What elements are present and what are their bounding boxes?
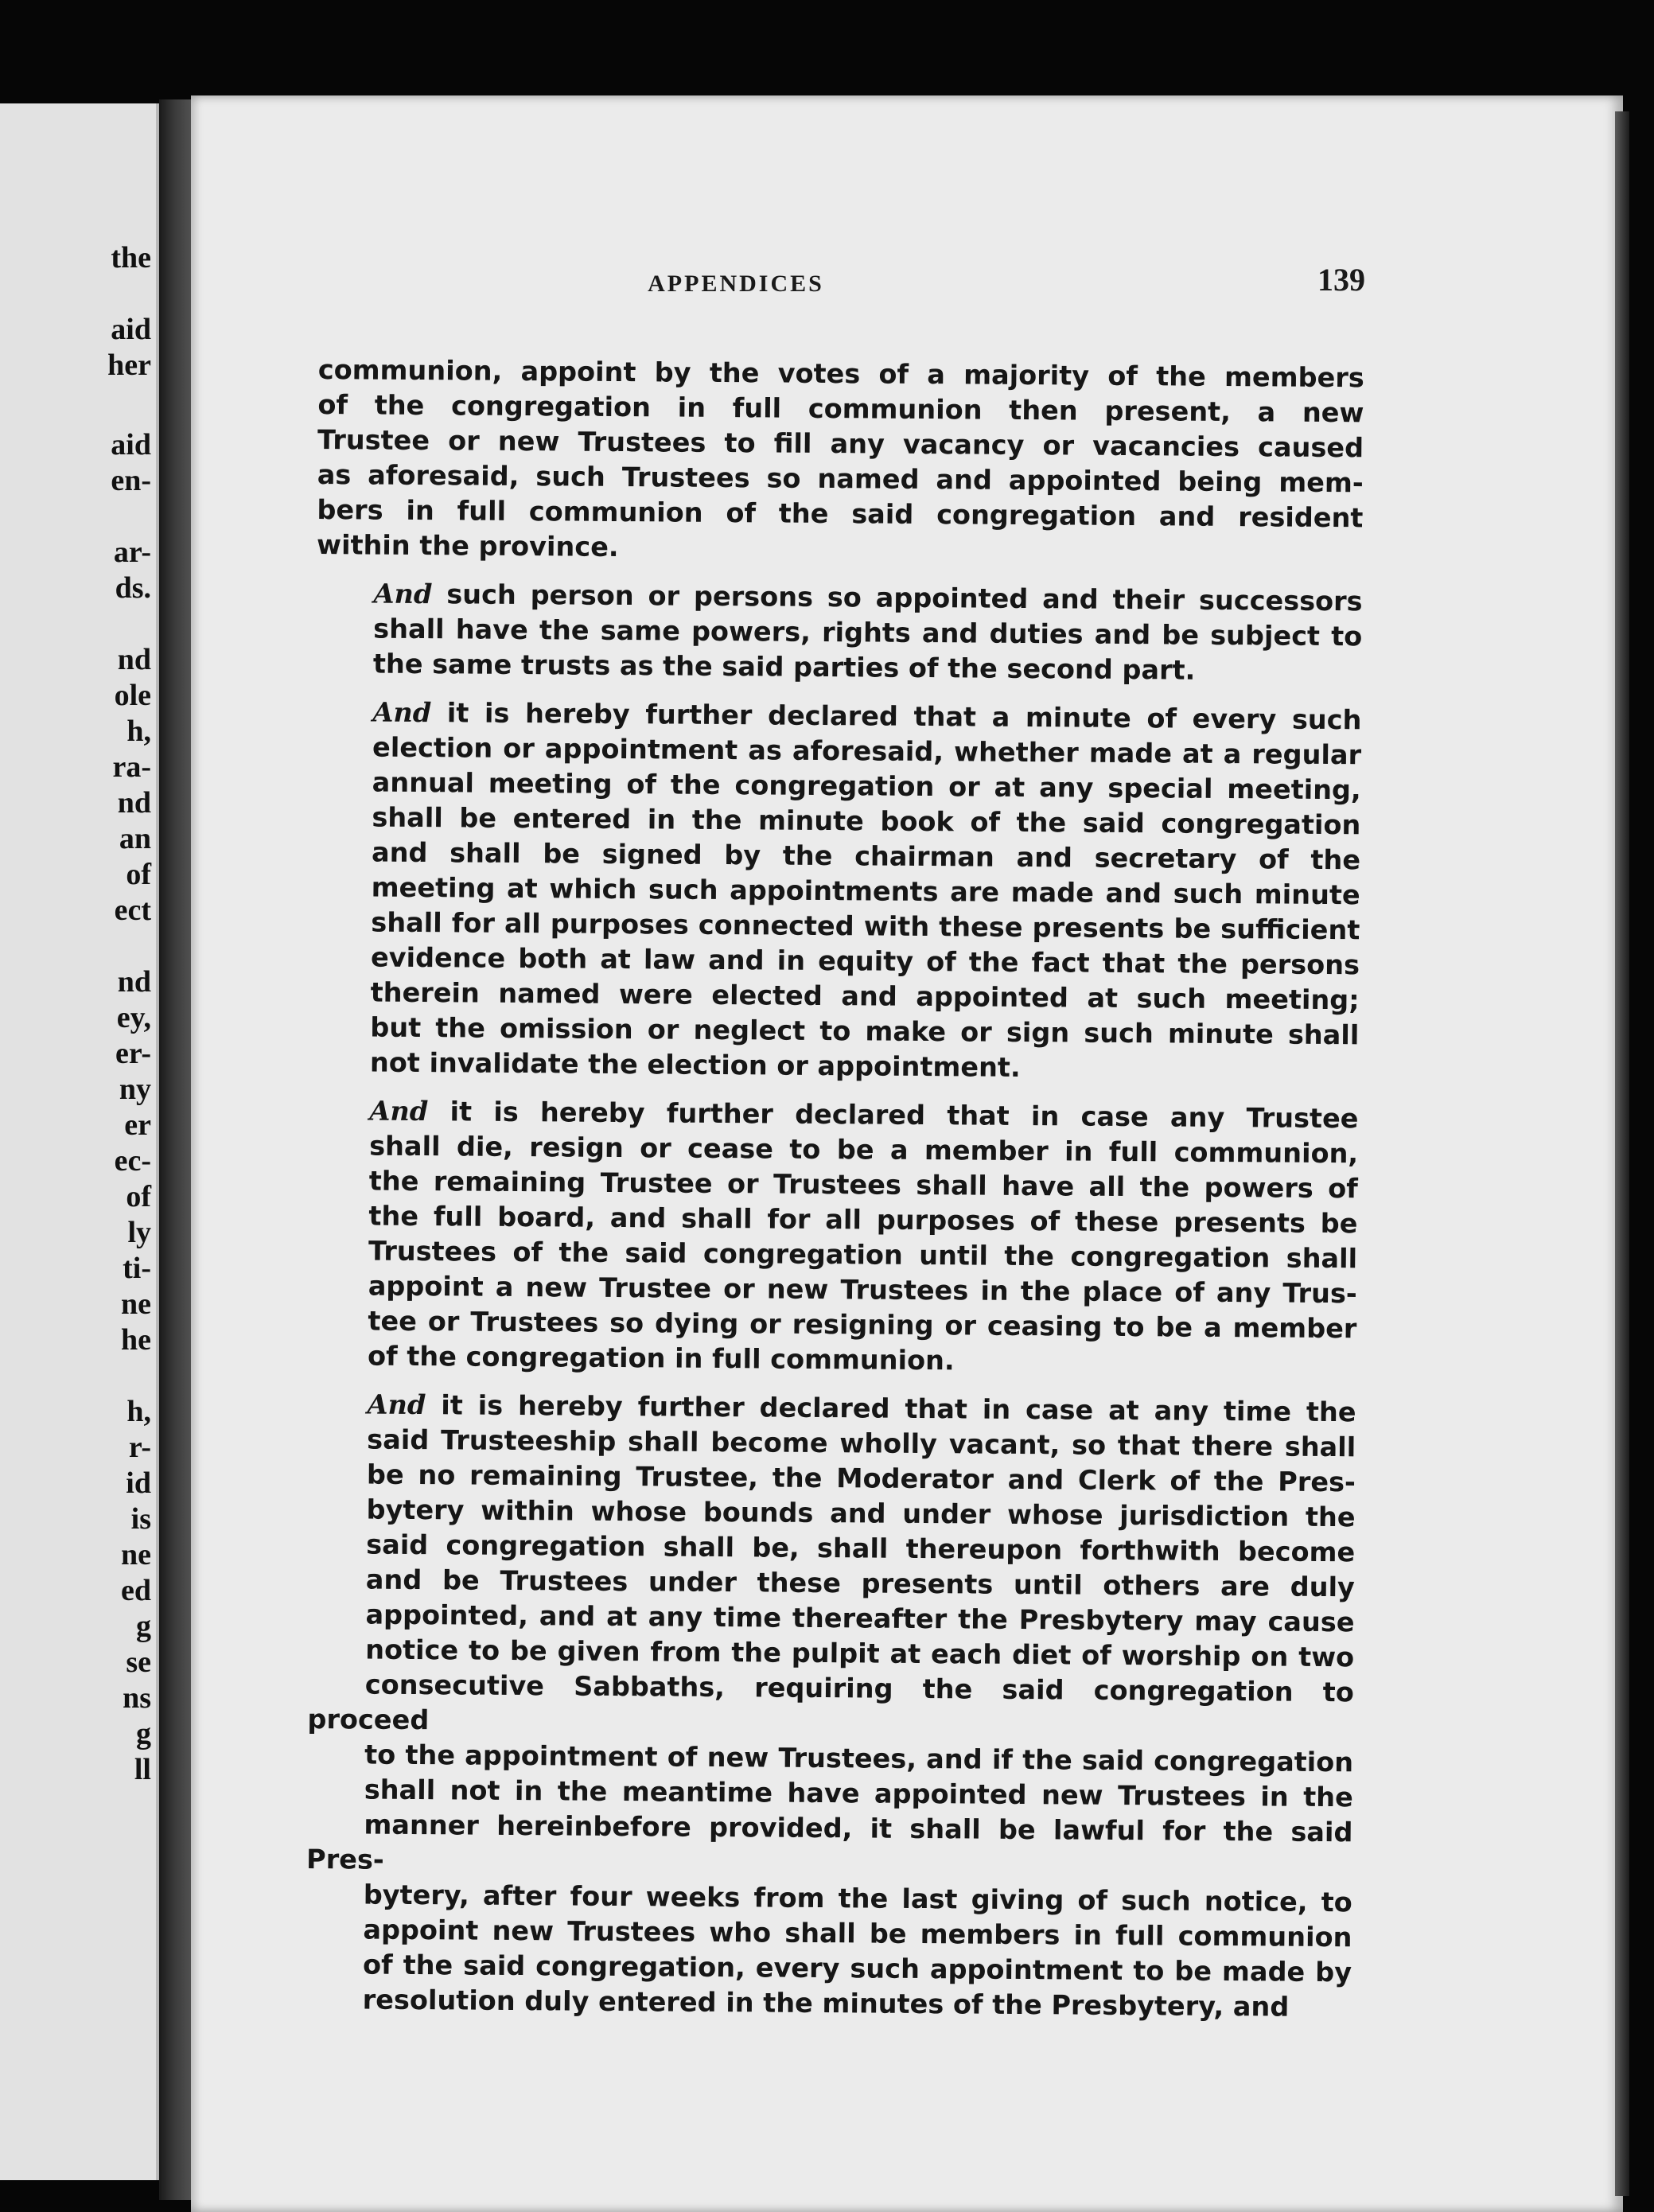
line-text: shall for all purposes connected with these presents be sufficient xyxy=(371,906,1360,946)
previous-page-fragment: ey, xyxy=(116,1001,151,1034)
line-text: the full board, and shall for all purposes of these presents be xyxy=(368,1200,1358,1240)
paragraph-lead-word: And xyxy=(367,1388,426,1421)
line-text: appointed, and at any time thereafter the Presbytery may cause xyxy=(365,1599,1355,1638)
line-text: bytery within whose bounds and under whose jurisdiction the xyxy=(366,1493,1356,1533)
line-text: and be Trustees under these presents until others are duly xyxy=(365,1564,1356,1603)
line-text: be no remaining Trustee, the Moderator and Clerk of the Pres- xyxy=(366,1458,1356,1498)
line-text: such person or persons so appointed and their successors xyxy=(432,578,1363,617)
previous-page-fragment: r- xyxy=(128,1431,151,1464)
page-body xyxy=(305,352,1364,2039)
previous-page-fragment: nd xyxy=(117,965,151,999)
previous-page-fragment: er xyxy=(124,1108,151,1142)
previous-page-fragment: en- xyxy=(111,464,151,497)
previous-page-fragment: ns xyxy=(123,1681,151,1715)
previous-page-fragment: nd xyxy=(117,643,151,676)
line-text: the remaining Trustee or Trustees shall have all the powers of xyxy=(368,1165,1358,1205)
previous-page-fragment: ole xyxy=(114,679,151,712)
line-text: shall be entered in the minute book of the said congregation xyxy=(372,801,1361,841)
previous-page-fragment: ly xyxy=(127,1216,151,1249)
line-text: Trustee or new Trustees to fill any vacancy or vacancies caused xyxy=(317,423,1364,464)
previous-page-fragment: g xyxy=(136,1717,151,1751)
line-text: election or appointment as aforesaid, whether made at a regular xyxy=(372,731,1362,771)
paragraph-lead-word: And xyxy=(373,578,433,610)
line-text: said congregation shall be, shall thereupon forthwith become xyxy=(366,1529,1356,1568)
line-text: as aforesaid, such Trustees so named and appointed being mem- xyxy=(317,458,1364,499)
text-line xyxy=(307,1667,1354,1745)
previous-page-fragment: ti- xyxy=(123,1252,151,1285)
line-text: manner hereinbefore provided, it shall be lawful for the said Pres- xyxy=(306,1809,1353,1875)
previous-page-fragment: aid xyxy=(111,428,151,461)
line-text: said Trusteeship shall become wholly vacant, so that there shall xyxy=(367,1423,1356,1463)
previous-page-fragment: h, xyxy=(126,715,151,748)
line-text: bytery, after four weeks from the last giving of such notice, to xyxy=(363,1879,1352,1918)
paragraph-lead-word: And xyxy=(372,696,432,729)
previous-page-fragment: g xyxy=(136,1610,151,1643)
line-text: Trustees of the said congregation until the congregation shall xyxy=(368,1235,1358,1275)
line-text: and shall be signed by the chairman and secretary of the xyxy=(371,836,1361,876)
previous-page-fragment: her xyxy=(107,349,151,382)
paragraph xyxy=(310,1093,1359,1381)
line-text: tee or Trustees so dying or resigning or ceasing to be a member xyxy=(368,1305,1357,1345)
line-text: shall die, resign or cease to be a member in full communion, xyxy=(369,1130,1359,1170)
book-page xyxy=(191,95,1623,2212)
paragraph xyxy=(316,576,1363,689)
line-text: not invalidate the election or appointment. xyxy=(369,1046,1021,1083)
previous-page-fragment: ne xyxy=(121,1287,151,1321)
previous-page-fragment: h, xyxy=(126,1395,151,1428)
previous-page-fragment: se xyxy=(126,1645,151,1679)
line-text: appoint a new Trustee or new Trustees in the place of any Trus- xyxy=(368,1270,1357,1310)
line-text: therein named were elected and appointed at such meeting; xyxy=(370,976,1360,1016)
line-text: communion, appoint by the votes of a majority of the members xyxy=(317,353,1364,394)
previous-page-fragment: he xyxy=(121,1323,151,1357)
line-text: shall have the same powers, rights and duties and be subject to xyxy=(373,613,1363,652)
previous-page-fragment: ed xyxy=(121,1574,151,1607)
line-text: notice to be given from the pulpit at each diet of worship on two xyxy=(365,1634,1355,1673)
previous-page-fragment: is xyxy=(130,1502,151,1536)
line-text: shall not in the meantime have appointed new Trustees in the xyxy=(364,1774,1353,1813)
text-line xyxy=(306,1807,1353,1885)
line-text: of the congregation in full communion then present, a new xyxy=(317,388,1364,429)
previous-page-fragment: ect xyxy=(114,894,151,927)
line-text: it is hereby further declared that a minute of every such xyxy=(431,697,1362,736)
line-text: bers in full communion of the said congregation and resident xyxy=(317,493,1364,534)
previous-page-text xyxy=(0,103,156,2180)
previous-page-fragment: ne xyxy=(121,1538,151,1571)
line-text: of the said congregation, every such appointment to be made by xyxy=(362,1949,1352,1988)
line-text: it is hereby further declared that in case any Trustee xyxy=(428,1096,1359,1135)
previous-page xyxy=(0,103,167,2180)
line-text: but the omission or neglect to make or sign such minute shall xyxy=(370,1011,1360,1051)
line-text: resolution duly entered in the minutes of the Presbytery, and xyxy=(362,1984,1290,2023)
page-edge xyxy=(1615,111,1629,2196)
line-text: the same trusts as the said parties of the second part. xyxy=(372,648,1196,686)
text-line xyxy=(306,1982,1352,2025)
previous-page-fragment: ll xyxy=(134,1753,151,1786)
line-text: meeting at which such appointments are made and such minute xyxy=(371,871,1360,911)
line-text: appoint new Trustees who shall be members in full communion xyxy=(363,1914,1352,1953)
previous-page-fragment: aid xyxy=(111,313,151,346)
line-text: consecutive Sabbaths, requiring the said congregation to proceed xyxy=(307,1669,1354,1736)
line-text: evidence both at law and in equity of the fact that the persons xyxy=(370,941,1360,981)
previous-page-fragment: ny xyxy=(119,1073,151,1106)
paragraph xyxy=(317,352,1364,571)
previous-page-fragment: ra- xyxy=(112,750,151,784)
previous-page-fragment: ec- xyxy=(114,1144,151,1178)
previous-page-fragment: of xyxy=(126,858,151,891)
previous-page-fragment: ar- xyxy=(113,535,151,569)
previous-page-fragment: an xyxy=(119,822,151,855)
line-text: it is hereby further declared that in case at any time the xyxy=(426,1389,1356,1428)
paragraph xyxy=(313,695,1362,1088)
previous-page-fragment: er- xyxy=(115,1037,151,1070)
line-text: within the province. xyxy=(316,528,619,563)
previous-page-fragment: of xyxy=(126,1180,151,1213)
previous-page-fragment: nd xyxy=(117,786,151,820)
page-number: 139 xyxy=(1317,262,1365,298)
paragraph-lead-word: And xyxy=(369,1095,429,1127)
previous-page-fragment: ds. xyxy=(115,571,151,605)
line-text: of the congregation in full communion. xyxy=(367,1340,955,1377)
running-head: APPENDICES xyxy=(648,271,824,297)
previous-page-fragment: the xyxy=(111,241,151,275)
line-text: annual meeting of the congregation or at any special meeting, xyxy=(372,766,1361,806)
paragraph xyxy=(306,1387,1356,2025)
previous-page-fragment: id xyxy=(126,1466,151,1500)
line-text: to the appointment of new Trustees, and if the said congregation xyxy=(364,1739,1354,1778)
